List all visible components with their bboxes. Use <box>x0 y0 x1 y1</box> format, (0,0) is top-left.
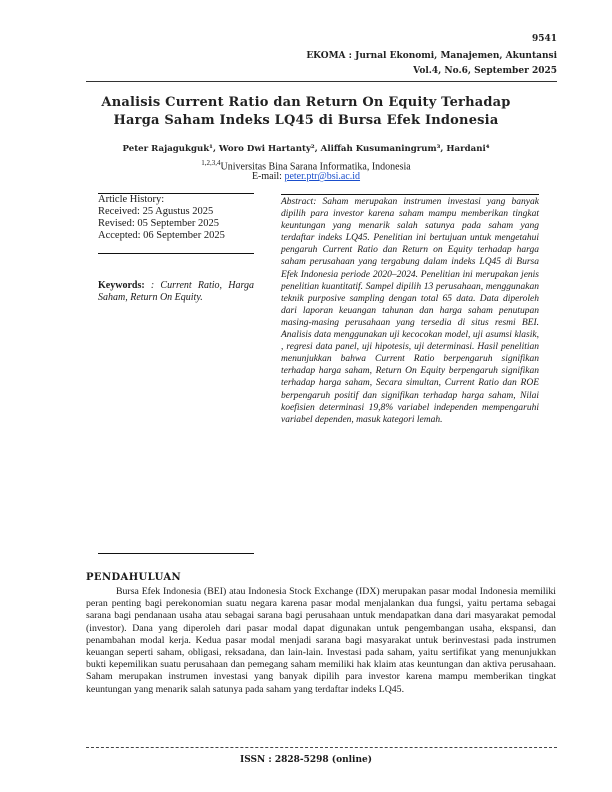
author-list: Peter Rajagukguk¹, Woro Dwi Hartanty², Aliffah Kusumaningrum³, Hardani⁴ <box>122 144 490 154</box>
body-paragraph: Bursa Efek Indonesia (BEI) atau Indonesia Stock Exchange (IDX) merupakan pasar modal Indonesia memiliki peran penting bagi perekonomian suatu negara karena pasar modal menjalankan dua fungsi, yaitu pertama sebagai sarana bagi pendanaan usaha atau sebagai sarana bagi perusahaan untuk mendapatkan dana dari masyarakat pemodal (investor). Dana yang diperoleh dari pasar modal dapat digunakan untuk pengembangan usaha, ekspansi, dan penambahan modal kerja. Kedua pasar modal menjadi sarana bagi masyarakat untuk berinvestasi pada instrumen keuangan seperti saham, obligasi, reksadana, dan lain-lain. Investasi pada saham, yaitu sertifikat yang menunjukkan bukti kepemilikan suatu perusahaan dan pemegang saham memiliki hak klaim atas keuntungan dan aktiva perusahaan. Saham merupakan instrumen investasi yang banyak dipilih para investor karena mampu memberikan tingkat keuntungan yang menarik salah satunya pada saham yang terdaftar indeks LQ45. <box>86 586 556 695</box>
email-label: E-mail: <box>251 171 282 182</box>
history-rule-mid <box>98 253 254 254</box>
body-text <box>86 586 556 696</box>
abstract-text: Abstract: Saham merupakan instrumen investasi yang banyak dipilih para investor karena saham mampu memberikan tingkat keuntungan yang menarik salah satunya pada saham yang terdaftar indeks LQ45. Penelitian ini bertujuan untuk mengetahui pengaruh Current Ratio dan Return on Equity terhadap harga saham perusahaan yang tergabung dalam indeks LQ45 di Bursa Efek Indonesia periode 2020–2024. Penelitian ini merupakan jenis penelitian kuantitatif. Sampel dipilih 13 perusahaan, menggunakan teknik purposive sampling dengan total 65 data. Data diperoleh dari laporan keuangan tahunan dan harga saham penutupan masing-masing perusahaan yang tersedia di situs resmi BEI. Analisis data menggunakan uji kecocokan model, uji asumsi klasik, , regresi data panel, uji hipotesis, uji determinasi. Hasil penelitian menunjukkan bahwa Current Ratio berpengaruh signifikan terhadap harga saham, Return On Equity berpengaruh signifikan terhadap harga saham, Secara simultan, Current Ratio dan ROE berpengaruh positif dan signifikan terhadap harga saham, Nilai koefisien determinasi 19,8% variabel independen mempengaruhi variabel dependen, masuk kategori lemah. <box>281 197 539 425</box>
section-heading: PENDAHULUAN <box>86 572 182 583</box>
email-line <box>80 171 532 183</box>
affiliation-text: Universitas Bina Sarana Informatika, Indonesia <box>220 161 411 173</box>
email-link[interactable]: peter.ptr@bsi.ac.id <box>284 171 361 182</box>
abstract-rule-top <box>281 194 539 195</box>
keywords-label: Keywords: <box>98 280 145 291</box>
issn-footer: ISSN : 2828-5298 (online) <box>240 755 372 765</box>
journal-name: EKOMA : Jurnal Ekonomi, Manajemen, Akuntansi <box>306 51 557 61</box>
history-heading: Article History: <box>98 194 165 205</box>
keywords-rule-bottom <box>98 553 254 554</box>
header-rule <box>86 81 557 82</box>
history-accepted: Accepted: 06 September 2025 <box>98 230 225 241</box>
keywords-block <box>98 280 254 304</box>
journal-volume: Vol.4, No.6, September 2025 <box>413 66 557 76</box>
article-history <box>98 194 254 242</box>
keywords-text: : Current Ratio, Harga Saham, Return On Equity. <box>98 280 254 303</box>
history-revised: Revised: 05 September 2025 <box>98 218 220 229</box>
affiliation-marks: 1,2,3,4 <box>201 159 221 167</box>
page-number: 9541 <box>531 34 557 44</box>
history-received: Received: 25 Agustus 2025 <box>98 206 214 217</box>
footer-rule <box>86 747 557 748</box>
paper-title: Analisis Current Ratio dan Return On Equity Terhadap Harga Saham Indeks LQ45 di Bursa Efek Indonesia <box>101 95 511 128</box>
